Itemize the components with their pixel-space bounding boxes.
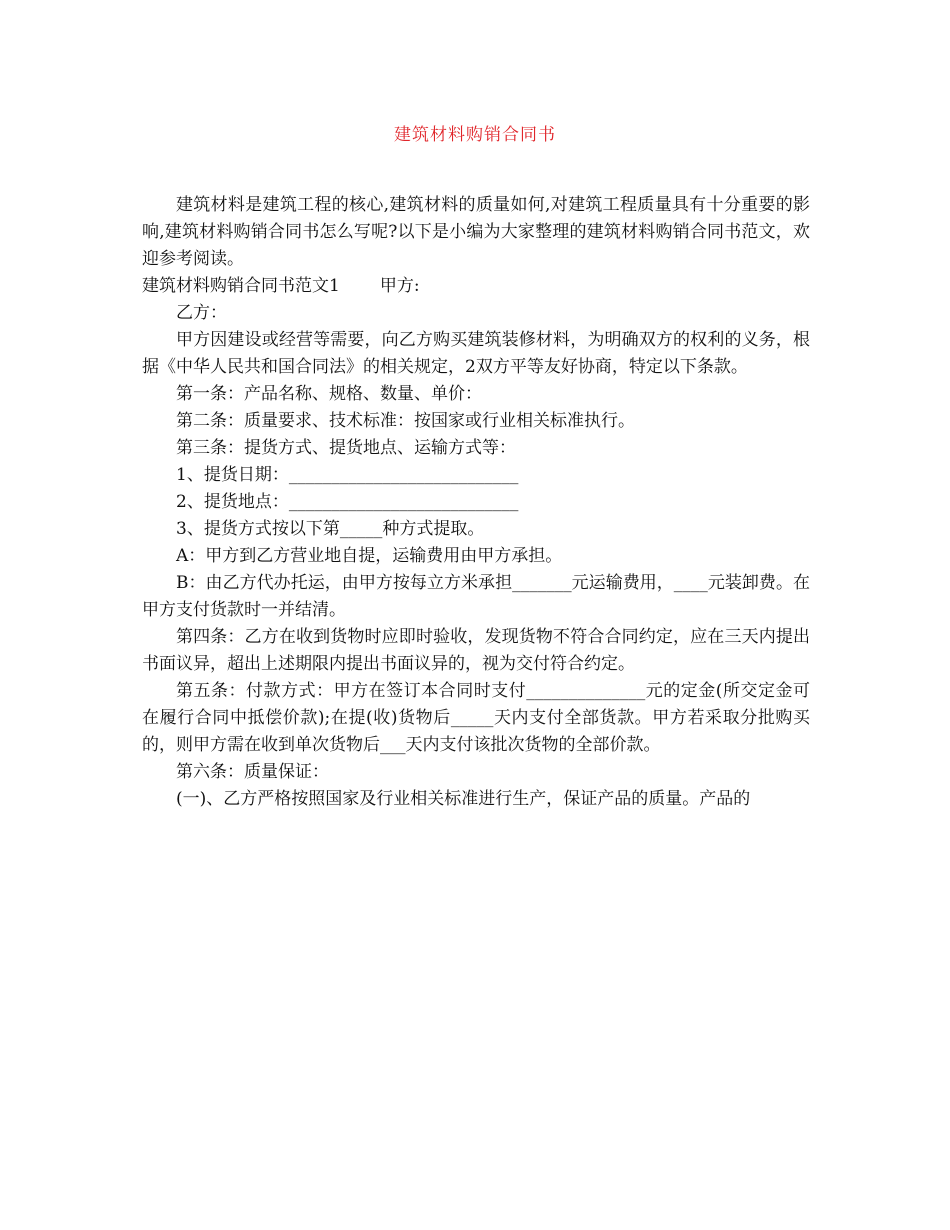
clause-6: 第六条：质量保证： <box>176 762 329 782</box>
clause-3-item-1: 1、提货日期：___________________________ <box>176 465 519 485</box>
document-body <box>142 192 810 813</box>
clause-1: 第一条：产品名称、规格、数量、单价： <box>176 384 482 404</box>
clause-3-option-b: B：由乙方代办托运，由甲方按每立方米承担_______元运输费用，____元装卸费。在甲方支付货款时一并结清。 <box>142 573 810 620</box>
paragraph-intro: 建筑材料是建筑工程的核心,建筑材料的质量如何,对建筑工程质量具有十分重要的影响,建筑材料购销合同书怎么写呢?以下是小编为大家整理的建筑材料购销合同书范文，欢迎参考阅读。 <box>142 195 810 269</box>
document-title: 建筑材料购销合同书 <box>394 125 556 145</box>
sample-heading-text: 建筑材料购销合同书范文1 <box>142 276 340 296</box>
paragraph-purpose: 甲方因建设或经营等需要，向乙方购买建筑装修材料，为明确双方的权利的义务，根据《中华人民共和国合同法》的相关规定，2双方平等友好协商，特定以下条款。 <box>142 330 810 377</box>
clause-2: 第二条：质量要求、技术标准：按国家或行业相关标准执行。 <box>176 411 635 431</box>
clause-4: 第四条：乙方在收到货物时应即时验收，发现货物不符合合同约定，应在三天内提出书面议异，超出上述期限内提出书面议异的，视为交付符合约定。 <box>142 627 810 674</box>
clause-6-item-1: (一)、乙方严格按照国家及行业相关标准进行生产，保证产品的质量。产品的 <box>176 789 751 809</box>
paragraph-sample-heading <box>142 273 810 300</box>
clause-3-item-2: 2、提货地点：___________________________ <box>176 492 519 512</box>
clause-3-item-3: 3、提货方式按以下第_____种方式提取。 <box>176 519 485 539</box>
clause-3-option-a: A：甲方到乙方营业地自提，运输费用由甲方承担。 <box>176 546 563 566</box>
clause-5: 第五条：付款方式：甲方在签订本合同时支付______________元的定金(所交定金可在履行合同中抵偿价款);在提(收)货物后_____天内支付全部货款。甲方若采取分批购买的，则甲方需在收到单次货物后___天内支付该批次货物的全部价款。 <box>142 681 810 755</box>
party-b-label: 乙方： <box>176 303 227 323</box>
clause-3: 第三条：提货方式、提货地点、运输方式等： <box>176 438 516 458</box>
party-a-label: 甲方: <box>379 276 420 296</box>
